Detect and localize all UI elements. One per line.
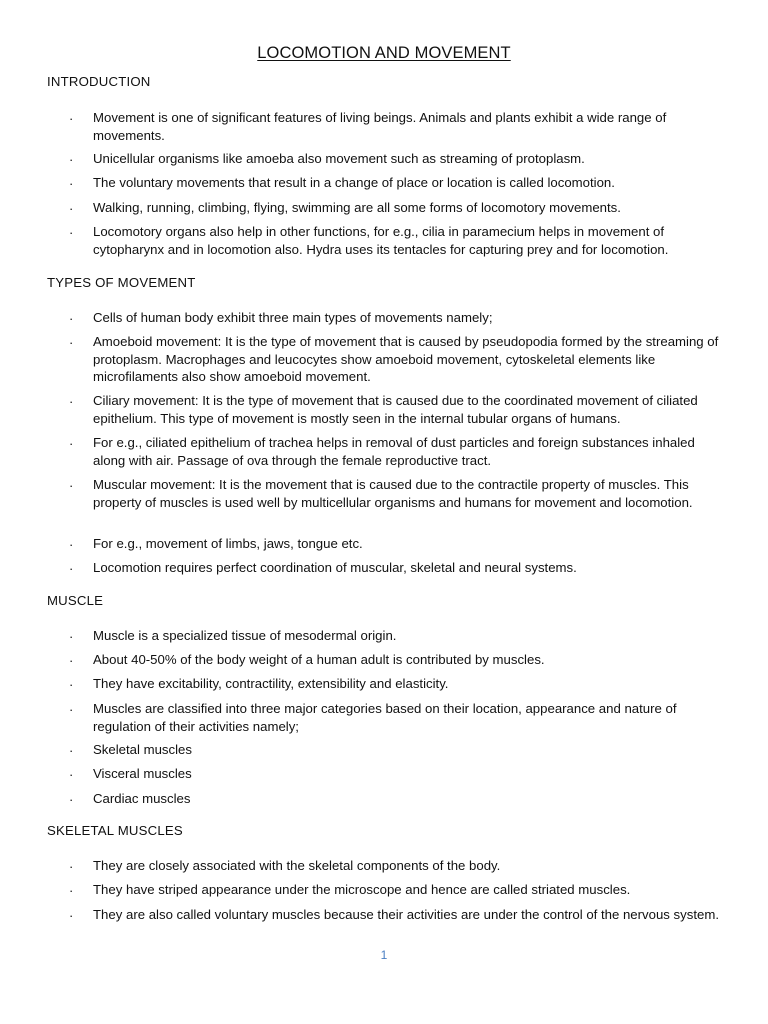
- page-number: 1: [380, 948, 388, 962]
- bullet-dot: ·: [69, 767, 74, 782]
- bullet-dot: ·: [69, 537, 74, 552]
- list-item-text: For e.g., ciliated epithelium of trachea helps in removal of dust particles and foreign substances inhaled along with air. Passage of ova through the female reproductive tract.: [93, 435, 695, 468]
- section-heading-types-of-movement: TYPES OF MOVEMENT: [47, 275, 196, 290]
- list-item-text: The voluntary movements that result in a change of place or location is called locomotion.: [93, 175, 615, 190]
- list-item-text: Locomotion requires perfect coordination of muscular, skeletal and neural systems.: [93, 560, 577, 575]
- bullet-dot: ·: [69, 176, 74, 191]
- bullet-dot: ·: [69, 883, 74, 898]
- list-item-text: Skeletal muscles: [93, 742, 192, 757]
- list-item-text: Locomotory organs also help in other functions, for e.g., cilia in paramecium helps in movement of cytopharynx and in locomotion also. Hydra uses its tentacles for capturing prey and for locomotion.: [93, 224, 669, 257]
- list-item-text: Visceral muscles: [93, 766, 192, 781]
- list-item-text: For e.g., movement of limbs, jaws, tongue etc.: [93, 536, 363, 551]
- document-title: LOCOMOTION AND MOVEMENT: [257, 44, 511, 62]
- bullet-dot: ·: [69, 335, 74, 350]
- bullet-dot: ·: [69, 653, 74, 668]
- list-item-text: Unicellular organisms like amoeba also movement such as streaming of protoplasm.: [93, 151, 585, 166]
- list-item-text: Muscles are classified into three major categories based on their location, appearance and nature of regulation of their activities namely;: [93, 701, 677, 734]
- bullet-dot: ·: [69, 311, 74, 326]
- list-item-text: Cells of human body exhibit three main types of movements namely;: [93, 310, 493, 325]
- list-item-text: They have excitability, contractility, extensibility and elasticity.: [93, 676, 449, 691]
- list-item-text: Muscle is a specialized tissue of mesodermal origin.: [93, 628, 397, 643]
- list-item-text: Amoeboid movement: It is the type of movement that is caused by pseudopodia formed by the streaming of protoplasm. Macrophages and leucocytes show amoeboid movement, cytoskeletal elements like microfilaments also show amoeboid movement.: [93, 334, 719, 384]
- section-heading-introduction: INTRODUCTION: [47, 74, 151, 89]
- bullet-dot: ·: [69, 436, 74, 451]
- bullet-dot: ·: [69, 225, 74, 240]
- bullet-dot: ·: [69, 743, 74, 758]
- list-item-text: About 40-50% of the body weight of a human adult is contributed by muscles.: [93, 652, 545, 667]
- bullet-dot: ·: [69, 394, 74, 409]
- bullet-dot: ·: [69, 677, 74, 692]
- list-item-text: They are closely associated with the skeletal components of the body.: [93, 858, 501, 873]
- list-item-text: They are also called voluntary muscles because their activities are under the control of the nervous system.: [93, 907, 719, 922]
- bullet-dot: ·: [69, 702, 74, 717]
- list-item-text: They have striped appearance under the microscope and hence are called striated muscles.: [93, 882, 631, 897]
- bullet-dot: ·: [69, 201, 74, 216]
- list-item-text: Walking, running, climbing, flying, swimming are all some forms of locomotory movements.: [93, 200, 621, 215]
- bullet-dot: ·: [69, 111, 74, 126]
- bullet-dot: ·: [69, 561, 74, 576]
- bullet-dot: ·: [69, 478, 74, 493]
- bullet-dot: ·: [69, 859, 74, 874]
- list-item-text: Ciliary movement: It is the type of movement that is caused due to the coordinated movement of ciliated epithelium. This type of movement is mostly seen in the internal tubular organs of humans.: [93, 393, 698, 426]
- section-heading-muscle: MUSCLE: [47, 593, 104, 608]
- bullet-dot: ·: [69, 629, 74, 644]
- bullet-dot: ·: [69, 908, 74, 923]
- list-item-text: Cardiac muscles: [93, 791, 191, 806]
- list-item-text: Movement is one of significant features of living beings. Animals and plants exhibit a wide range of movements.: [93, 110, 667, 143]
- bullet-dot: ·: [69, 792, 74, 807]
- list-item-text: Muscular movement: It is the movement that is caused due to the contractile property of muscles. This property of muscles is used well by multicellular organisms and humans for movement and locomotion.: [93, 477, 693, 510]
- bullet-dot: ·: [69, 152, 74, 167]
- section-heading-skeletal-muscles: SKELETAL MUSCLES: [47, 823, 183, 838]
